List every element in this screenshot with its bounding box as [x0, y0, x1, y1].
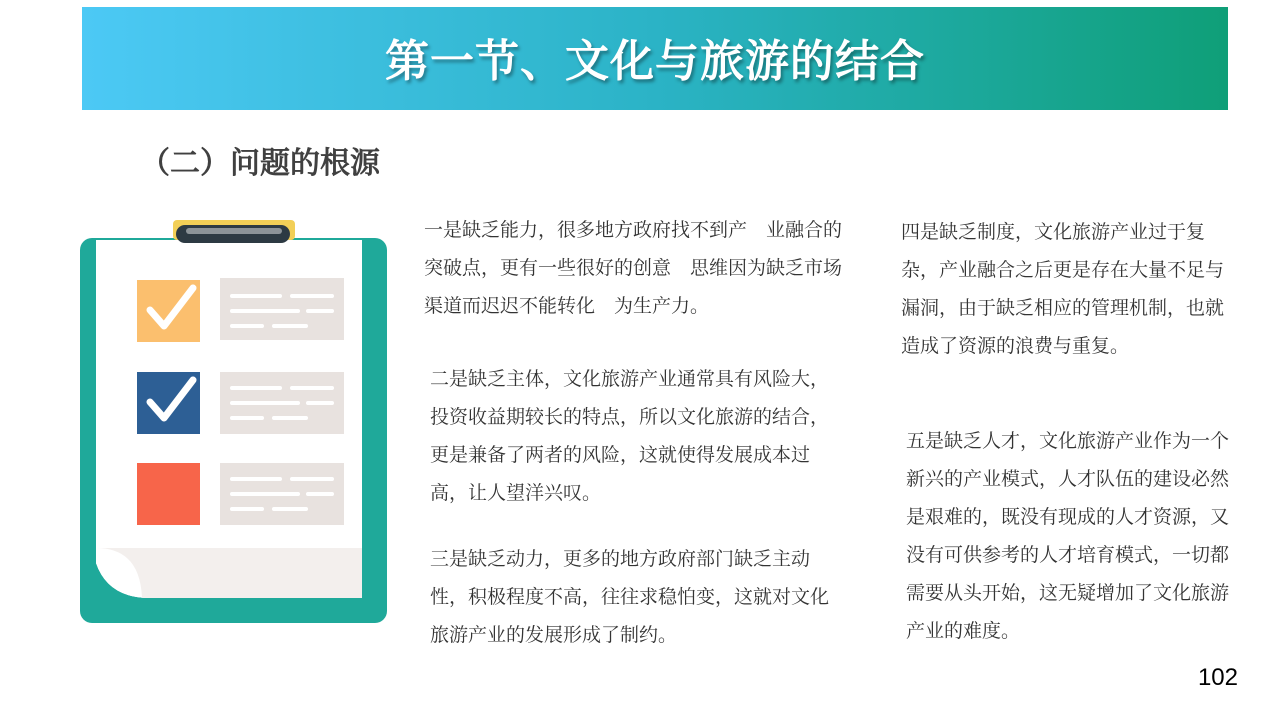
paragraph-3: 三是缺乏动力，更多的地方政府部门缺乏主动性，积极程度不高，往往求稳怕变，这就对文化旅游产业的发展形成了制约。 [430, 548, 830, 646]
paragraph-1: 一是缺乏能力，很多地方政府找不到产 业融合的突破点，更有一些很好的创意 思维因为缺乏市场渠道而迟迟不能转化 为生产力。 [424, 219, 843, 317]
paragraph-5: 五是缺乏人才，文化旅游产业作为一个新兴的产业模式，人才队伍的建设必然是艰难的，既没有现成的人才资源，又没有可供参考的人才培育模式，一切都需要从头开始，这无疑增加了文化旅游产业的难度。 [906, 430, 1230, 642]
clipboard-checklist-icon [80, 218, 390, 626]
section-heading: （二）问题的根源 [140, 146, 380, 181]
paragraph-4: 四是缺乏制度，文化旅游产业过于复杂，产业融合之后更是存在大量不足与漏洞，由于缺乏相应的管理机制，也就造成了资源的浪费与重复。 [901, 221, 1225, 357]
page-number: 102 [1197, 664, 1238, 691]
clip-highlight [186, 228, 282, 234]
title-banner [82, 7, 1228, 110]
paragraph-2: 二是缺乏主体，文化旅游产业通常具有风险大，投资收益期较长的特点，所以文化旅游的结合，更是兼备了两者的风险，这就使得发展成本过高，让人望洋兴叹。 [430, 368, 830, 504]
page-title: 第一节、文化与旅游的结合 [385, 36, 925, 87]
checkbox-3 [137, 463, 200, 525]
